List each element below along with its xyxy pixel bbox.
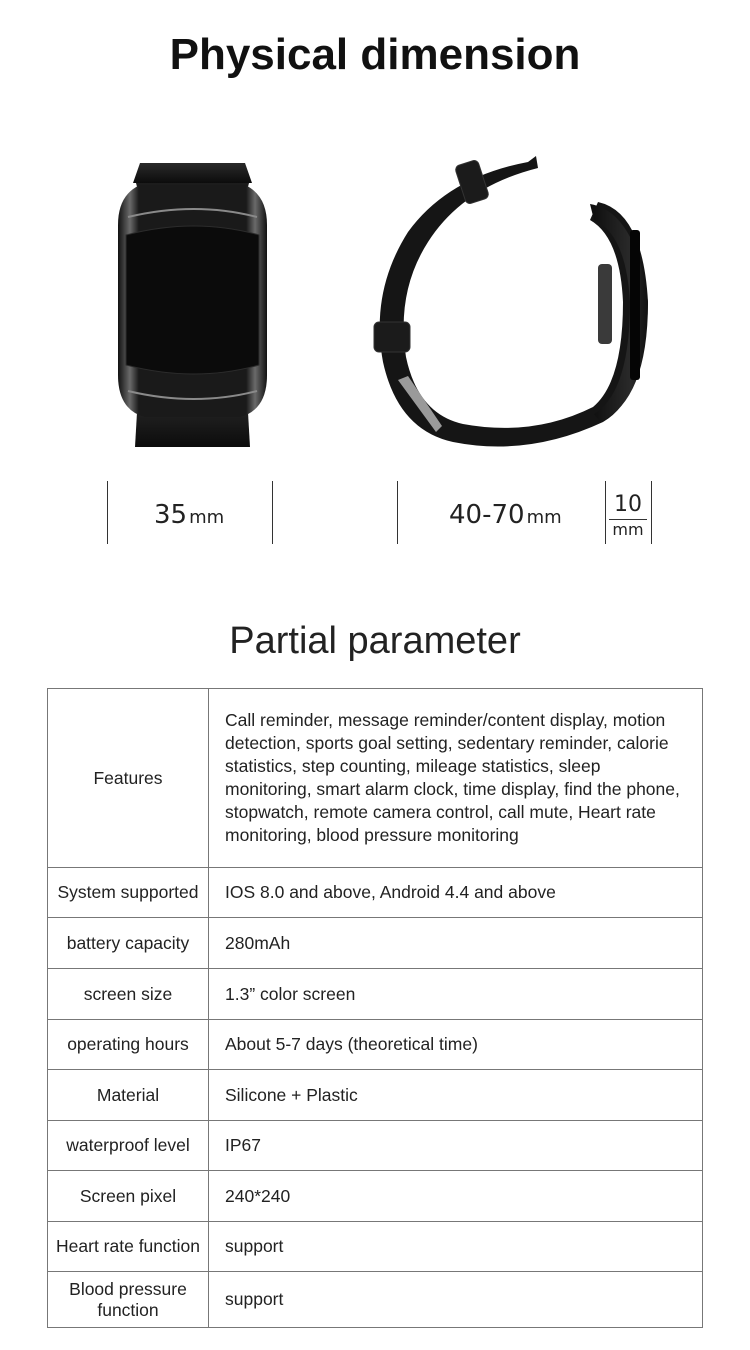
parameter-table <box>47 688 703 1328</box>
table-row <box>48 1070 703 1121</box>
dimension-line-band <box>397 481 398 544</box>
table-row <box>48 1222 703 1272</box>
param-value: 240*240 <box>209 1171 703 1222</box>
table-row <box>48 969 703 1020</box>
param-value: About 5-7 days (theoretical time) <box>209 1020 703 1070</box>
param-label: screen size <box>48 969 209 1020</box>
param-label: operating hours <box>48 1020 209 1070</box>
param-label: System supported <box>48 868 209 918</box>
dimension-line-left <box>107 481 108 544</box>
param-value: IP67 <box>209 1121 703 1171</box>
width-value: 35 <box>154 500 188 530</box>
param-value: 1.3” color screen <box>209 969 703 1020</box>
watch-front-image <box>100 155 285 460</box>
param-label: Screen pixel <box>48 1171 209 1222</box>
dimension-line-right <box>272 481 273 544</box>
param-value: IOS 8.0 and above, Android 4.4 and above <box>209 868 703 918</box>
page-title: Physical dimension <box>169 30 581 79</box>
param-value: 280mAh <box>209 918 703 969</box>
param-label: Features <box>48 689 209 868</box>
param-label: Blood pressure function <box>48 1272 209 1328</box>
param-value: support <box>209 1222 703 1272</box>
band-unit: mm <box>526 507 562 528</box>
table-row <box>48 1121 703 1171</box>
dimension-line-thick-left <box>605 481 606 544</box>
thickness-dimension <box>609 494 647 538</box>
thickness-value: 10 <box>614 492 642 517</box>
section-title: Partial parameter <box>229 620 521 662</box>
param-value: support <box>209 1272 703 1328</box>
band-dimension <box>449 500 562 530</box>
band-value: 40-70 <box>449 500 525 530</box>
dimension-line-thick-right <box>651 481 652 544</box>
param-label: Heart rate function <box>48 1222 209 1272</box>
param-value: Call reminder, message reminder/content display, motion detection, sports goal setting, sedentary reminder, calorie statistics, step counting, mileage statistics, sleep monitoring, smart alarm clock, time display, find the phone, stopwatch, remote camera control, call mute, Heart rate monitoring, blood pressure monitoring <box>209 689 703 868</box>
table-row <box>48 689 703 868</box>
table-row <box>48 1171 703 1222</box>
param-label: battery capacity <box>48 918 209 969</box>
table-row <box>48 918 703 969</box>
watch-side-image <box>368 152 663 462</box>
width-dimension <box>154 500 224 530</box>
table-row <box>48 868 703 918</box>
table-row <box>48 1020 703 1070</box>
thickness-unit: mm <box>612 520 644 539</box>
param-label: waterproof level <box>48 1121 209 1171</box>
param-label: Material <box>48 1070 209 1121</box>
table-row <box>48 1272 703 1328</box>
param-value: Silicone + Plastic <box>209 1070 703 1121</box>
width-unit: mm <box>189 507 225 528</box>
